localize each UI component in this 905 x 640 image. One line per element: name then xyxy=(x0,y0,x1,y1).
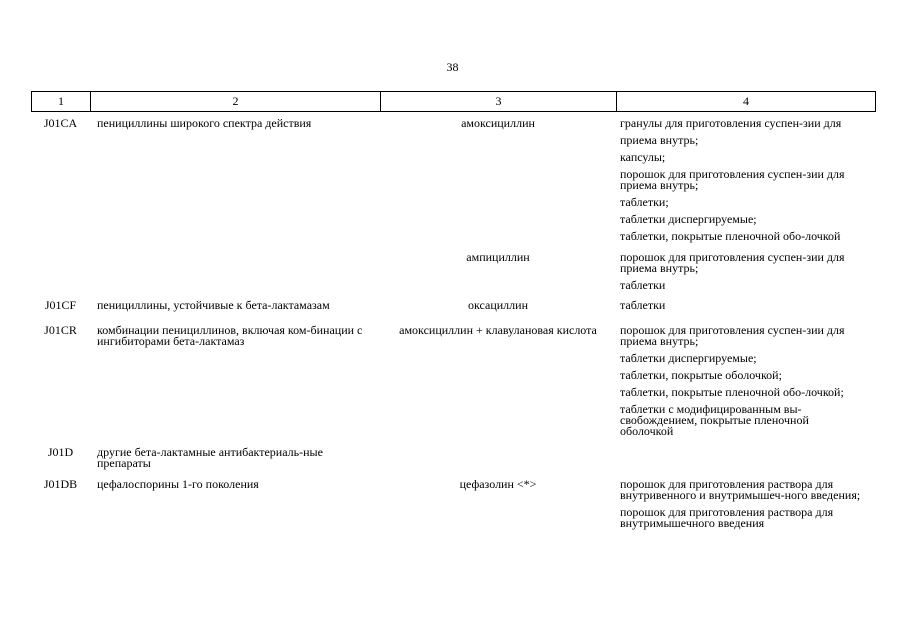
drug-name: амоксициллин xyxy=(461,116,535,130)
dosage-form: порошок для приготовления суспен-зии для приема внутрь; xyxy=(620,250,845,275)
atc-code: J01CR xyxy=(44,323,77,337)
atc-code: J01CF xyxy=(44,298,77,312)
table-row xyxy=(31,300,876,317)
drug-name: ампициллин xyxy=(466,250,530,264)
dosage-form: таблетки, покрытые оболочкой; xyxy=(620,368,782,382)
group-name: цефалоспорины 1-го поколения xyxy=(97,477,259,491)
dosage-form: порошок для приготовления суспен-зии для приема внутрь; xyxy=(620,167,845,192)
group-name: другие бета-лактамные антибактериаль-ные препараты xyxy=(97,445,323,470)
column-header-1: 1 xyxy=(32,92,91,111)
group-name: комбинации пенициллинов, включая ком-бинации с ингибиторами бета-лактамаз xyxy=(97,323,363,348)
dosage-form: таблетки, покрытые пленочной обо-лочкой xyxy=(620,229,841,243)
table-header xyxy=(31,91,876,112)
drug-entry xyxy=(380,300,876,317)
dosage-form: капсулы; xyxy=(620,150,666,164)
dosage-form: таблетки; xyxy=(620,195,669,209)
column-header-2: 2 xyxy=(91,92,381,111)
atc-code: J01DB xyxy=(43,477,78,491)
drug-entry xyxy=(380,479,876,535)
dosage-form: таблетки диспергируемые; xyxy=(620,351,757,365)
dosage-form: приема внутрь; xyxy=(620,133,699,147)
atc-code: J01CA xyxy=(43,116,78,130)
dosage-form: порошок для приготовления раствора для внутримышечного введения xyxy=(620,505,834,530)
drug-entry xyxy=(380,252,876,297)
dosage-form: таблетки xyxy=(620,278,666,292)
dosage-form: таблетки, покрытые пленочной обо-лочкой; xyxy=(620,385,844,399)
dosage-forms xyxy=(616,325,876,443)
dosage-forms xyxy=(616,118,876,248)
dosage-form: таблетки xyxy=(620,298,666,312)
page-number: 38 xyxy=(446,60,459,74)
group-name: пенициллины, устойчивые к бета-лактамазам xyxy=(97,298,330,312)
dosage-forms xyxy=(616,252,876,297)
drug-entry xyxy=(380,325,876,443)
drug-entry xyxy=(380,118,876,248)
table-row xyxy=(31,479,876,535)
dosage-forms xyxy=(616,300,876,317)
table-row xyxy=(31,118,876,297)
group-name: пенициллины широкого спектра действия xyxy=(97,116,312,130)
dosage-form: таблетки с модифицированным вы-свобождением, покрытые пленочной оболочкой xyxy=(620,402,809,438)
dosage-forms xyxy=(616,479,876,535)
dosage-form: порошок для приготовления суспен-зии для приема внутрь; xyxy=(620,323,845,348)
table-row xyxy=(31,325,876,443)
table-body xyxy=(31,118,876,535)
atc-code: J01D xyxy=(47,445,74,459)
drug-name: амоксициллин + клавулановая кислота xyxy=(399,323,597,337)
dosage-form: таблетки диспергируемые; xyxy=(620,212,757,226)
dosage-form: гранулы для приготовления суспен-зии для xyxy=(620,116,842,130)
table-row xyxy=(31,447,876,469)
drug-name: оксациллин xyxy=(468,298,528,312)
dosage-form: порошок для приготовления раствора для внутривенного и внутримышеч-ного введения; xyxy=(620,477,861,502)
drug-name: цефазолин <*> xyxy=(459,477,537,491)
column-header-4: 4 xyxy=(743,94,749,108)
column-header-3: 3 xyxy=(381,92,617,111)
